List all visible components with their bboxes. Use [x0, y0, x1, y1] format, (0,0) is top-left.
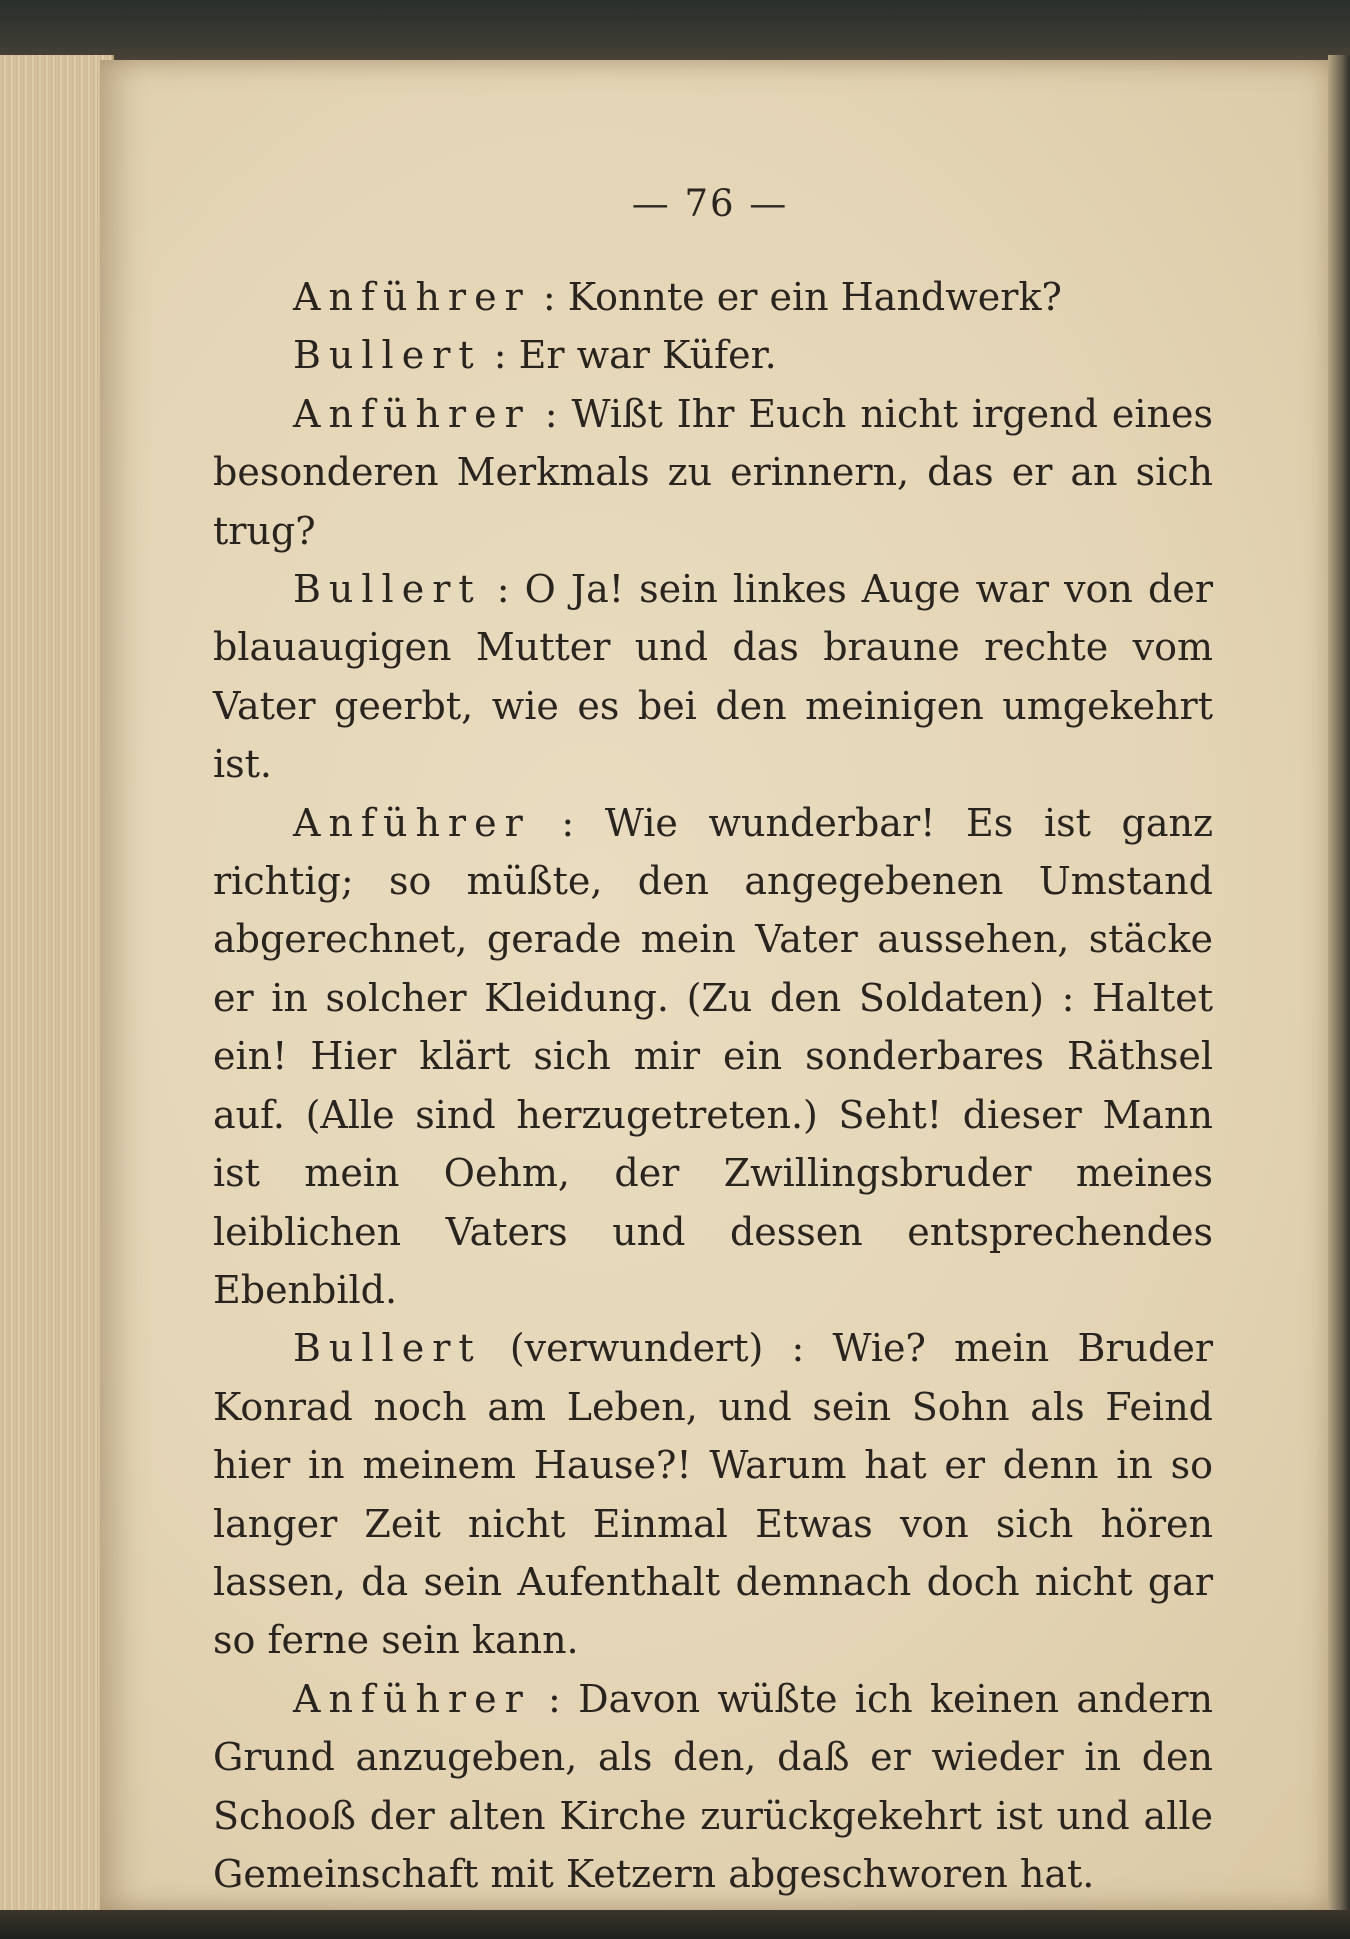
dialogue-paragraph: [213, 385, 1213, 560]
dialogue-paragraph: [213, 326, 1213, 384]
dialogue-text: : O Ja! sein linkes Auge war von der blauaugigen Mutter und das braune rechte vom Vater geerbt, wie es bei den meinigen umgekehrt ist.: [213, 567, 1213, 787]
page-stack-edge: [0, 55, 114, 1915]
speaker-name: Anführer: [293, 800, 531, 845]
dialogue-text: : Davon wüßte ich keinen andern Grund anzugeben, als den, daß er wieder in den Schooß der alten Kirche zurückgekehrt ist und alle Gemeinschaft mit Ketzern abgeschworen hat.: [213, 1676, 1213, 1896]
dialogue-text: : Er war Küfer.: [481, 333, 777, 378]
dialogue-paragraph: [213, 1319, 1213, 1669]
speaker-name: Bullert: [293, 567, 482, 612]
page-number: — 76 —: [631, 182, 789, 225]
speaker-name: Bullert: [293, 333, 482, 378]
speaker-name: Anführer: [293, 1676, 531, 1721]
page-body: [213, 268, 1213, 1903]
dialogue-paragraph: [213, 268, 1213, 326]
speaker-name: Anführer: [293, 391, 531, 436]
speaker-name: Bullert: [293, 1326, 482, 1371]
dialogue-paragraph: [213, 794, 1213, 1320]
dialogue-text: : Konnte er ein Handwerk?: [530, 275, 1062, 319]
book-cover-bottom: [0, 1910, 1350, 1939]
dialogue-paragraph: [213, 560, 1213, 794]
dialogue-paragraph: [213, 1670, 1213, 1904]
book-gutter-right: [1328, 55, 1350, 1915]
dialogue-text: : Wißt Ihr Euch nicht irgend eines besonderen Merkmals zu erinnern, das er an sich trug?: [213, 391, 1213, 553]
dialogue-text: : Wie wunderbar! Es ist ganz richtig; so müßte, den angegebenen Umstand abgerechnet, gerade mein Vater aussehen, stäcke er in solcher Kleidung. (Zu den Soldaten) : Haltet ein! Hier klärt sich mir ein sonderbares Räthsel auf. (Alle sind herzugetreten.) Seht! dieser Mann ist mein Oehm, der Zwillingsbruder meines leiblichen Vaters und dessen entsprechendes Ebenbild.: [213, 800, 1213, 1312]
dialogue-text: (verwundert) : Wie? mein Bruder Konrad noch am Leben, und sein Sohn als Feind hier in meinem Hause?! Warum hat er denn in so langer Zeit nicht Einmal Etwas von sich hören lassen, da sein Aufenthalt demnach doch nicht gar so ferne sein kann.: [213, 1326, 1213, 1663]
book-cover-top: [0, 0, 1350, 60]
speaker-name: Anführer: [293, 275, 531, 319]
